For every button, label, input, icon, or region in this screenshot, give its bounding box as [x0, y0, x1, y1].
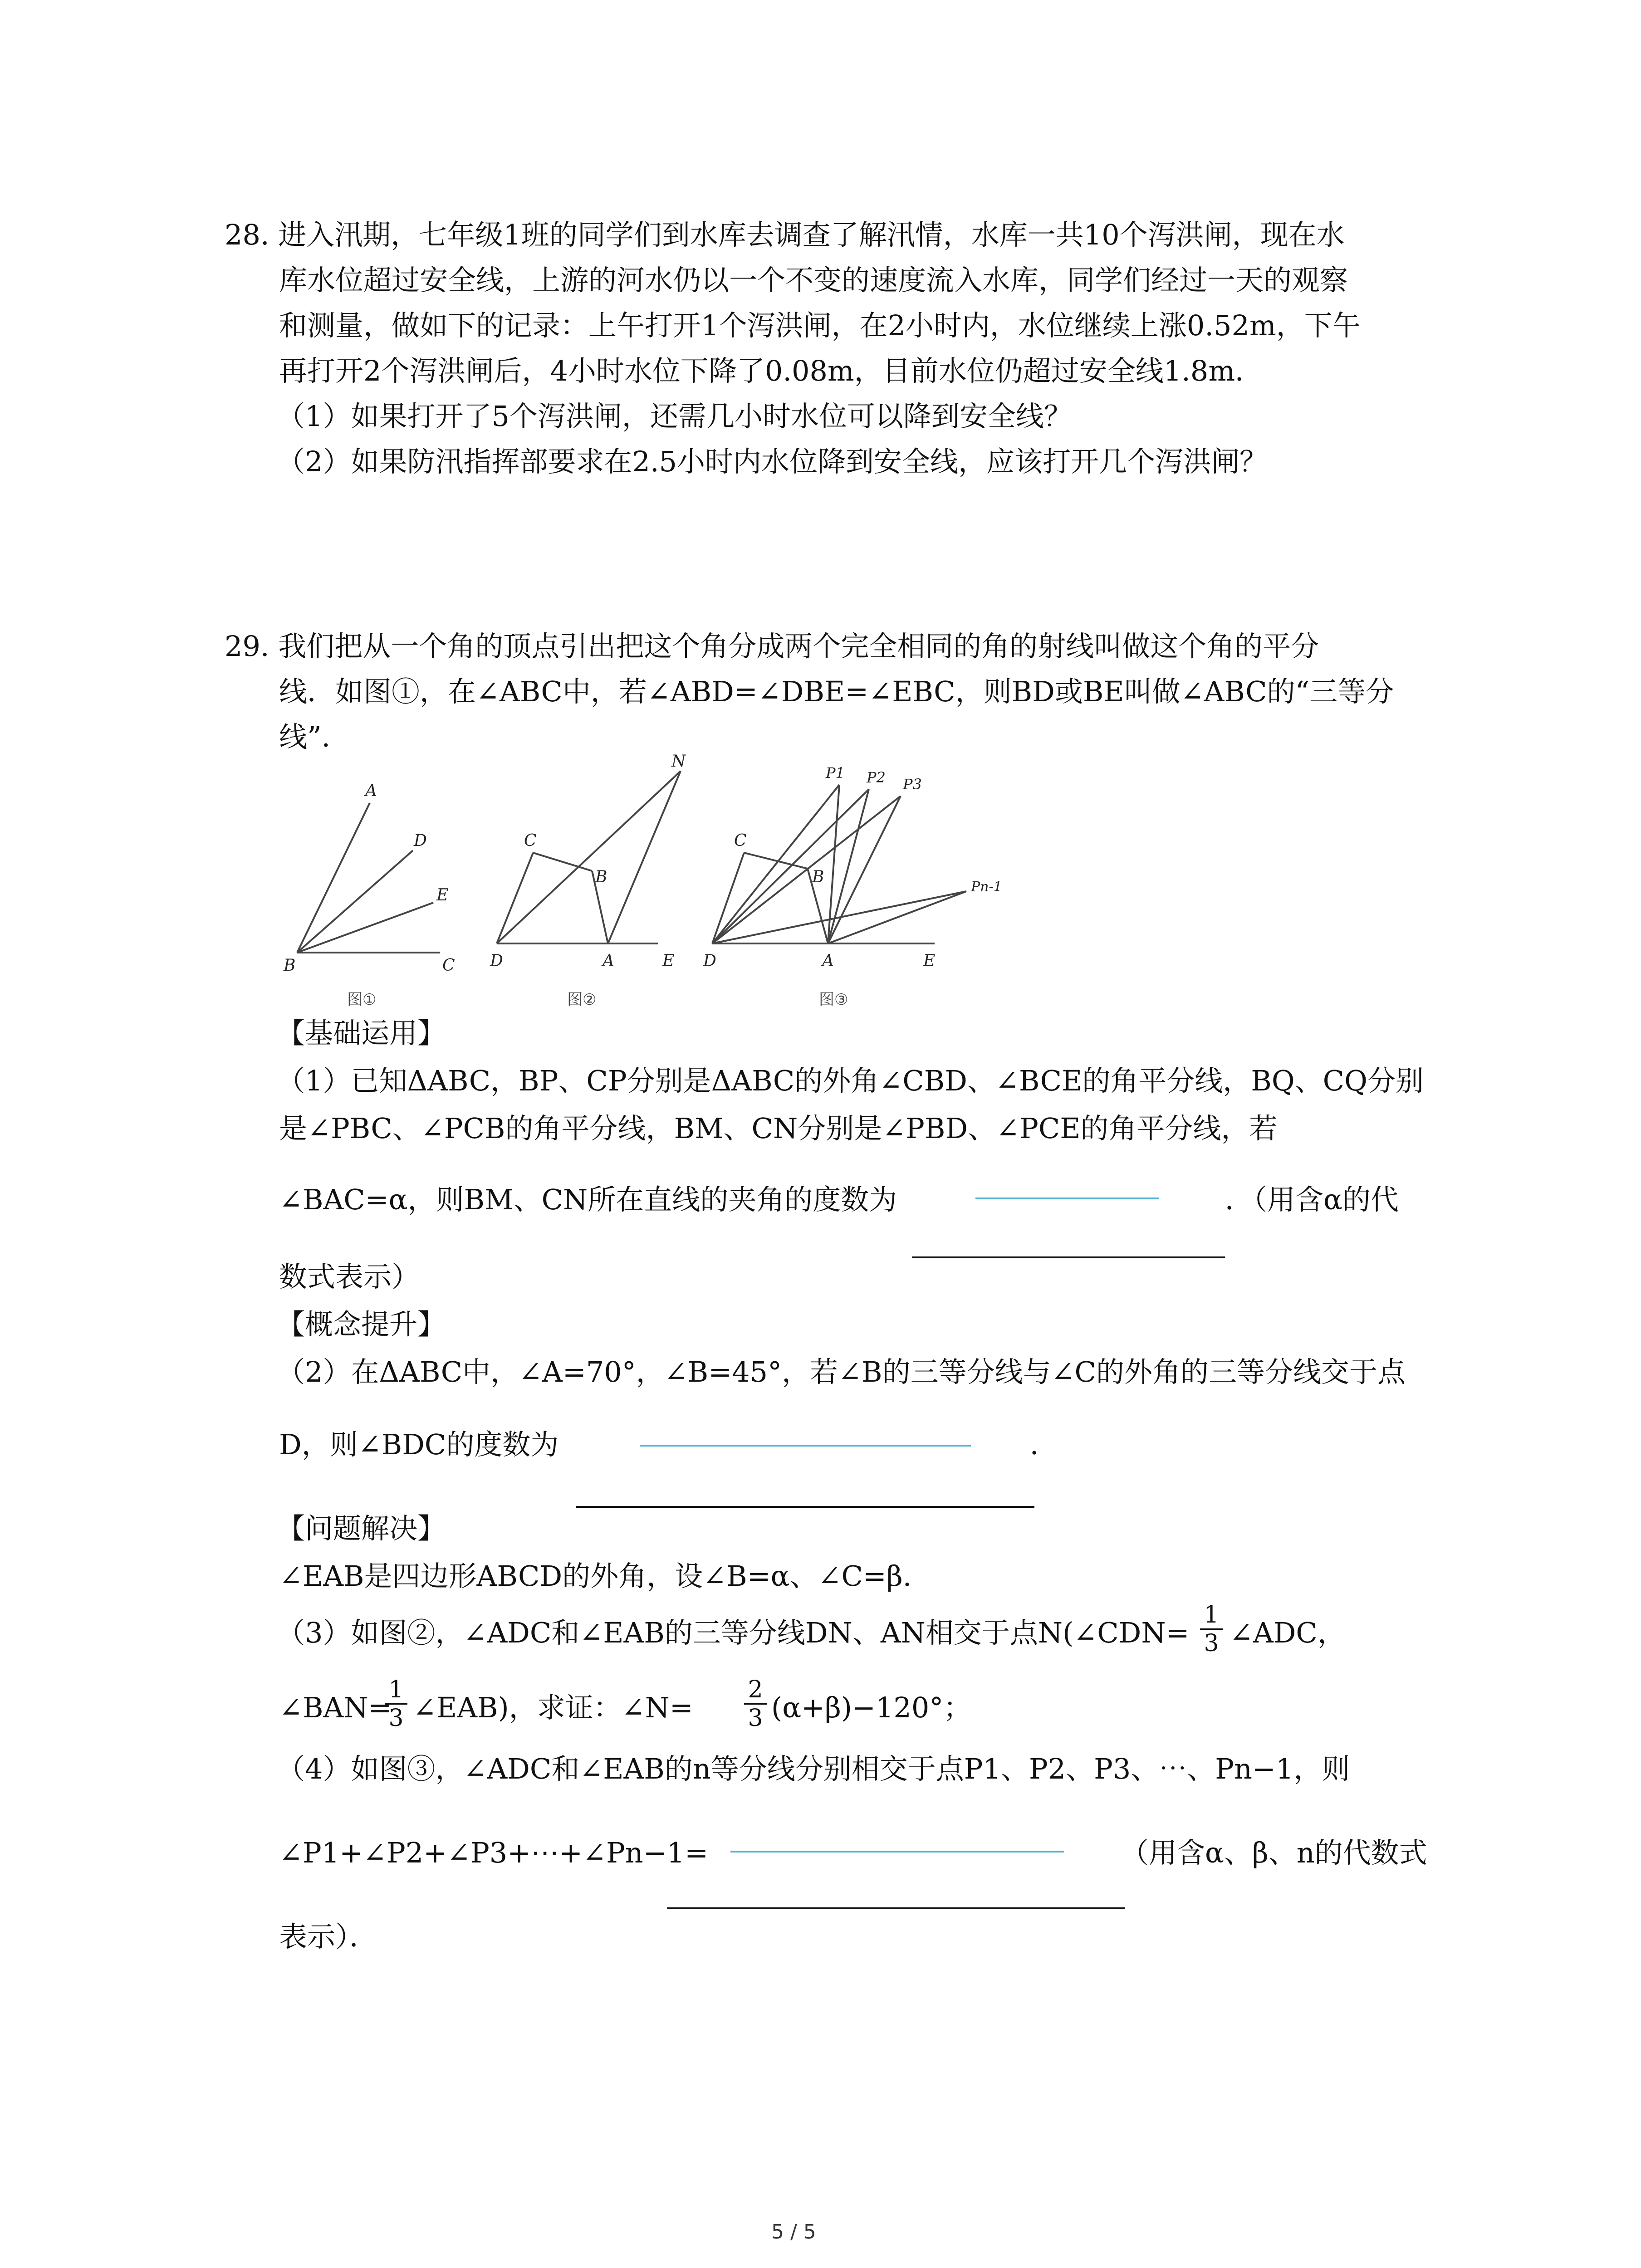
fig1-caption: 图①	[347, 991, 377, 1009]
p1-line-4: 数式表示）	[279, 1260, 420, 1293]
q28-line-3: 和测量，做如下的记录：上午打开1个泻洪闸，在2小时内，水位继续上涨0.52m，下午	[279, 309, 1361, 342]
p1-line-3a: ∠BAC=α，则BM、CN所在直线的夹角的度数为	[279, 1183, 897, 1216]
p2-line-1: （2）在ΔABC中，∠A=70°，∠B=45°，若∠B的三等分线与∠C的外角的三等分线交于点	[277, 1355, 1406, 1388]
fig2-caption: 图②	[567, 991, 597, 1009]
fig3-label-a: A	[822, 952, 834, 970]
p1-answer-blank[interactable]	[912, 1256, 1225, 1258]
p1-line-2: 是∠PBC、∠PCB的角平分线，BM、CN分别是∠PBD、∠PCE的角平分线，若	[279, 1112, 1278, 1145]
fig3-label-p3: P3	[903, 776, 922, 793]
fig2-label-a: A	[603, 952, 614, 970]
fraction-one-third-a: 1 3	[1200, 1601, 1223, 1657]
q28-sub-question-2: （2）如果防汛指挥部要求在2.5小时内水位降到安全线，应该打开几个泻洪闸？	[277, 445, 1268, 478]
p2-answer-blank[interactable]	[576, 1506, 1034, 1508]
q29-line-3: 线”．	[279, 720, 350, 753]
p3-line-1a: （3）如图②，∠ADC和∠EAB的三等分线DN、AN相交于点N(∠CDN=	[277, 1616, 1190, 1649]
p3-line-2c: (α+β)−120°；	[771, 1691, 972, 1724]
p1-line-1: （1）已知ΔABC，BP、CP分别是ΔABC的外角∠CBD、∠BCE的角平分线，BQ、CQ分别	[277, 1064, 1424, 1097]
fig1-label-a: A	[365, 782, 377, 800]
p4-answer-mark	[730, 1851, 1064, 1853]
fig1-ray-bd	[297, 850, 413, 953]
p3-line-1b: ∠ADC，	[1230, 1616, 1346, 1649]
fig2-label-d: D	[490, 952, 503, 970]
p4-line-3: 表示）．	[279, 1920, 378, 1953]
fig2-label-c: C	[524, 831, 537, 850]
p3-line-2a: ∠BAN=	[279, 1691, 392, 1724]
fig3-line-dp3	[712, 796, 901, 943]
fig3-line-dp2	[712, 789, 869, 943]
p2-answer-mark	[640, 1445, 971, 1447]
fig3-line-apn	[828, 891, 966, 943]
fig2-line-an	[608, 771, 681, 943]
p3-intro: ∠EAB是四边形ABCD的外角，设∠B=α、∠C=β.	[279, 1559, 912, 1593]
fig1-label-b: B	[284, 956, 296, 975]
fig3-side-cb	[744, 853, 808, 869]
fig2-side-dc	[497, 853, 533, 943]
fig3-line-dp1	[712, 785, 839, 943]
p2-line-2b: ．	[1030, 1428, 1058, 1461]
p4-line-1: （4）如图③，∠ADC和∠EAB的n等分线分别相交于点P1、P2、P3、⋯、Pn−1，则	[277, 1752, 1350, 1785]
p4-line-2b: （用含α、β、n的代数式	[1121, 1836, 1427, 1869]
fig2-label-n: N	[671, 753, 686, 771]
fraction-one-third-b: 1 3	[385, 1676, 407, 1732]
section-basic-application: 【基础运用】	[277, 1017, 446, 1050]
fig3-label-pn: Pn-1	[971, 879, 1002, 895]
p1-line-3b: ．（用含α的代	[1225, 1183, 1399, 1216]
fig2-line-dn	[497, 771, 681, 943]
fig3-label-e: E	[923, 952, 936, 970]
q28-sub-question-1: （1）如果打开了5个泻洪闸，还需几小时水位可以降到安全线？	[277, 400, 1072, 433]
fig1-label-d: D	[414, 831, 427, 850]
fig1-label-e: E	[436, 886, 449, 904]
fig3-caption: 图③	[819, 991, 848, 1009]
q29-line-2: 线．如图①，在∠ABC中，若∠ABD=∠DBE=∠EBC，则BD或BE叫做∠ABC的“三等分	[279, 675, 1394, 708]
fig3-label-b: B	[812, 868, 824, 886]
q29-line-1: 29. 我们把从一个角的顶点引出把这个角分成两个完全相同的角的射线叫做这个角的平分	[225, 630, 1319, 663]
geometry-figures	[272, 753, 1043, 1016]
fraction-two-thirds: 2 3	[744, 1676, 767, 1732]
p3-line-2b: ∠EAB)，求证：∠N=	[413, 1691, 693, 1724]
q28-line-1: 28. 进入汛期，七年级1班的同学们到水库去调查了解汛情，水库一共10个泻洪闸，现在水	[225, 218, 1345, 251]
q28-line-4: 再打开2个泻洪闸后，4小时水位下降了0.08m，目前水位仍超过安全线1.8m．	[279, 354, 1264, 387]
fig3-side-dc	[712, 853, 744, 943]
fig1-label-c: C	[442, 956, 455, 975]
fig2-label-e: E	[662, 952, 675, 970]
fig3-label-p1: P1	[826, 764, 845, 782]
fig3-label-p2: P2	[867, 769, 886, 786]
section-problem-solving: 【问题解决】	[277, 1512, 446, 1545]
p4-answer-blank[interactable]	[667, 1907, 1125, 1909]
p1-answer-mark	[975, 1198, 1159, 1199]
fig3-label-d: D	[703, 952, 716, 970]
page-number: 5 / 5	[771, 2220, 816, 2244]
p2-line-2a: D，则∠BDC的度数为	[279, 1428, 559, 1461]
p4-line-2a: ∠P1+∠P2+∠P3+⋯+∠Pn−1=	[279, 1836, 709, 1869]
section-concept-improvement: 【概念提升】	[277, 1308, 446, 1341]
fig3-label-c: C	[734, 831, 747, 850]
q28-line-2: 库水位超过安全线，上游的河水仍以一个不变的速度流入水库，同学们经过一天的观察	[279, 264, 1348, 297]
fig2-label-b: B	[595, 868, 607, 886]
